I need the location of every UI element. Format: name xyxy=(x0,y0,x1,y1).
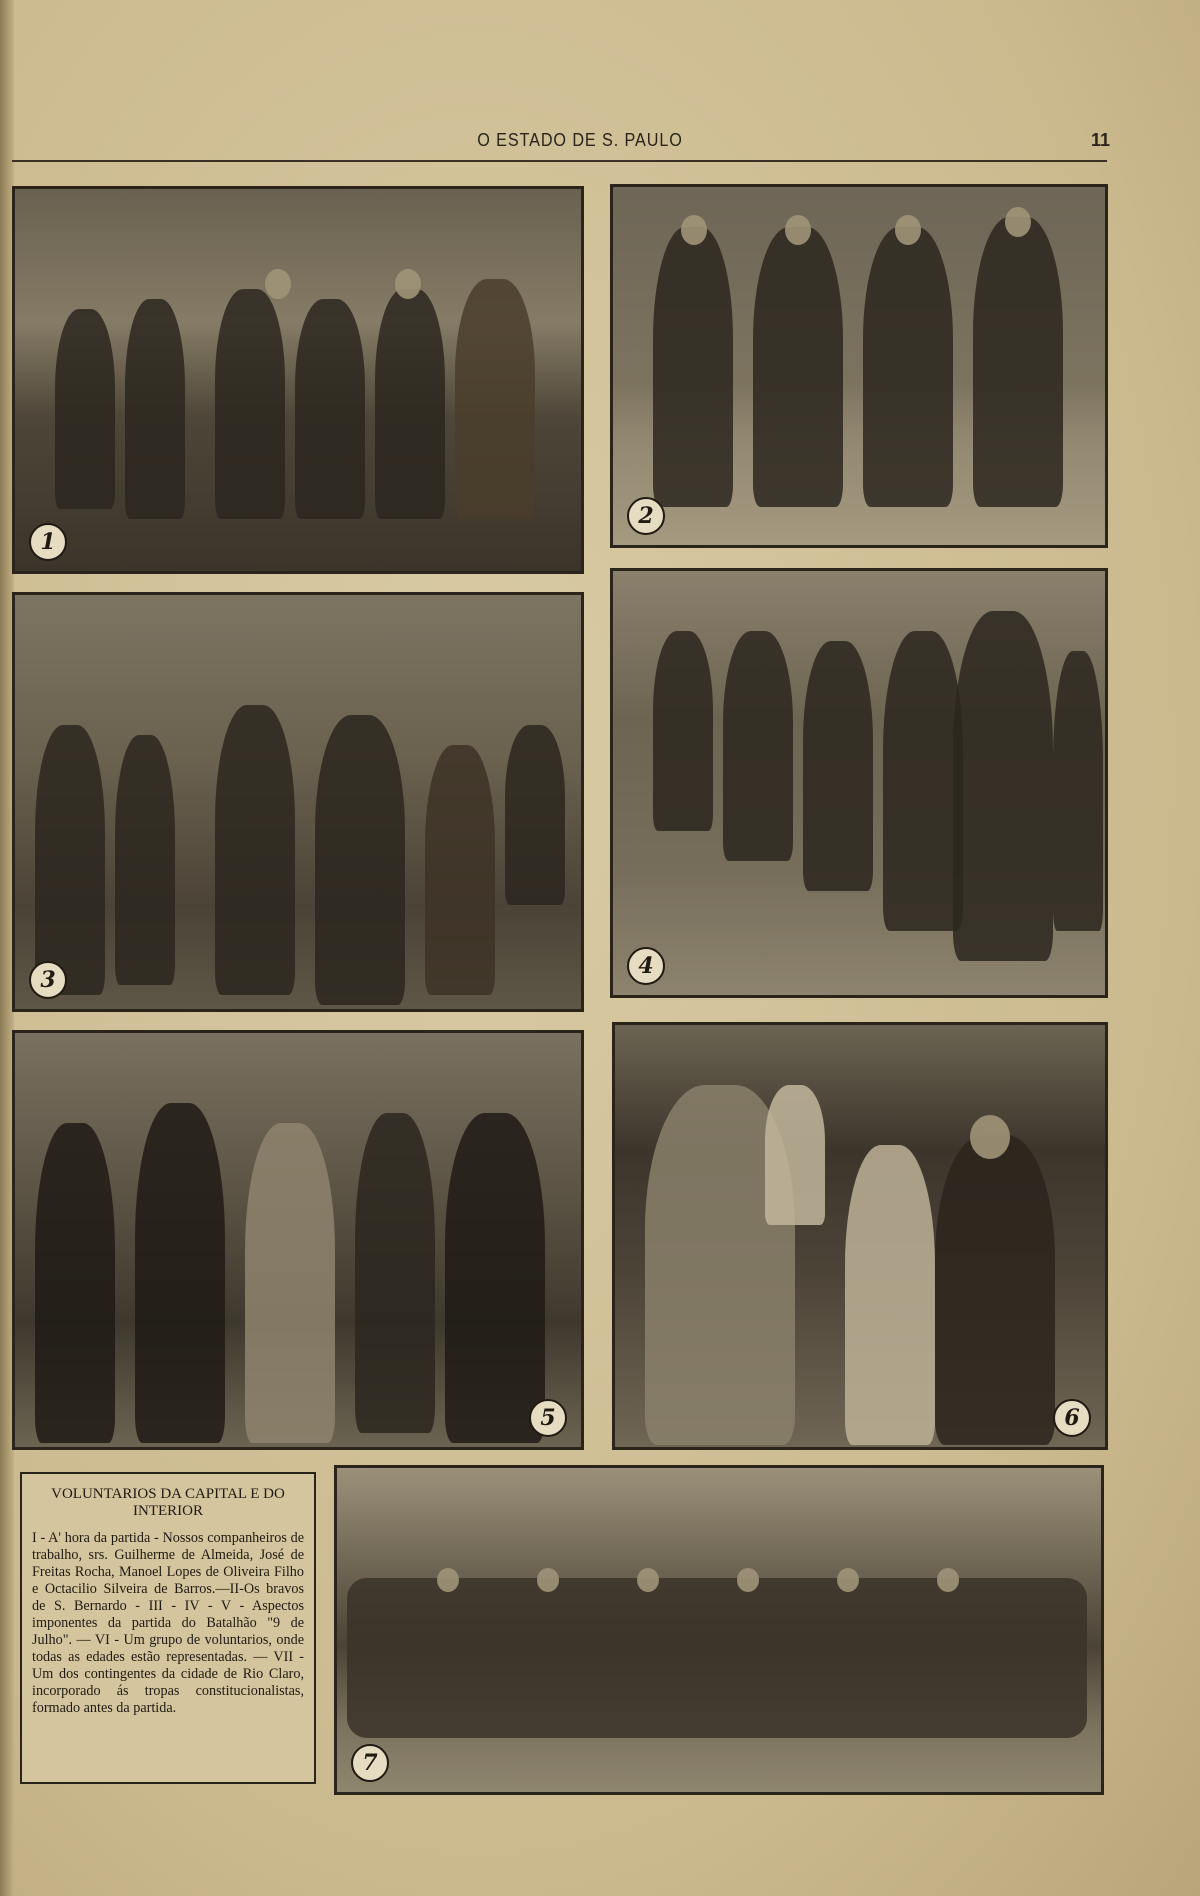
photo-1-number-badge: 1 xyxy=(29,523,67,561)
photo-4 xyxy=(610,568,1108,998)
photo-3 xyxy=(12,592,584,1012)
photo-7 xyxy=(334,1465,1104,1795)
newspaper-title: O ESTADO DE S. PAULO xyxy=(477,130,683,150)
photo-7-scene xyxy=(337,1468,1101,1792)
photo-2-scene xyxy=(613,187,1105,545)
photo-1-scene xyxy=(15,189,581,571)
photo-6-scene xyxy=(615,1025,1105,1447)
photo-6-number-badge: 6 xyxy=(1053,1399,1091,1437)
photo-5-scene xyxy=(15,1033,581,1447)
photo-4-number-badge: 4 xyxy=(627,947,665,985)
header-rule xyxy=(12,160,1107,162)
page-number: 11 xyxy=(1090,130,1110,150)
photo-5-number-badge: 5 xyxy=(529,1399,567,1437)
photo-5 xyxy=(12,1030,584,1450)
photo-3-scene xyxy=(15,595,581,1009)
photo-7-number-badge: 7 xyxy=(351,1744,389,1782)
photo-6 xyxy=(612,1022,1108,1450)
photo-3-number-badge: 3 xyxy=(29,961,67,999)
photo-4-scene xyxy=(613,571,1105,995)
caption-box xyxy=(20,1472,316,1784)
caption-text: I - A' hora da partida - Nossos companheiros de trabalho, srs. Guilherme de Almeida, José de Freitas Rocha, Manoel Lopes de Oliveira Filho e Octacilio Silveira de Barros.—II-Os bravos de S. Bernardo - III - IV - V - Aspectos imponentes da partida do Batalhão "9 de Julho". — VI - Um grupo de voluntarios, onde todas as edades estão representadas. — VII - Um dos contingentes da cidade de Rio Claro, incorporado ás tropas constitucionalistas, formado antes da partida. xyxy=(32,1530,304,1716)
photo-2-number-badge: 2 xyxy=(627,497,665,535)
photo-1 xyxy=(12,186,584,574)
photo-2 xyxy=(610,184,1108,548)
caption-title: VOLUNTARIOS DA CAPITAL E DO INTERIOR xyxy=(51,1486,285,1519)
